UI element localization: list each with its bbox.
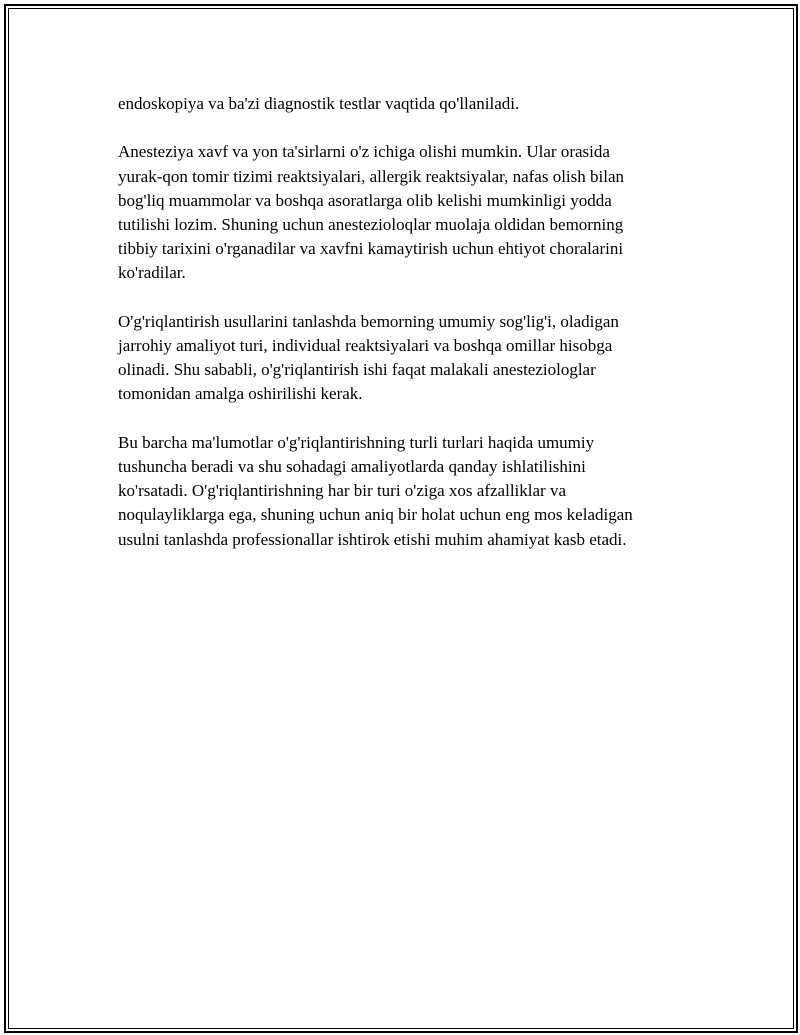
- paragraph-2: Anesteziya xavf va yon ta'sirlarni o'z ichiga olishi mumkin. Ular orasida yurak-qon tomir tizimi reaktsiyalari, allergik reaktsiyalar, nafas olish bilan bog'liq muammolar va boshqa asoratlarga olib kelishi mumkinligi yodda tutilishi lozim. Shuning uchun anestezioloqlar muolaja oldidan bemorning tibbiy tarixini o'rganadilar va xavfni kamaytirish uchun ehtiyot choralarini ko'radilar.: [118, 142, 625, 283]
- paragraph-3: O'g'riqlantirish usullarini tanlashda bemorning umumiy sog'lig'i, oladigan jarrohiy amaliyot turi, individual reaktsiyalari va boshqa omillar hisobga olinadi. Shu sababli, o'g'riqlantirish ishi faqat malakali anesteziologlar tomonidan amalga oshirilishi kerak.: [118, 311, 619, 404]
- document-body: [118, 92, 688, 576]
- paragraph-1: endoskopiya va ba'zi diagnostik testlar vaqtida qo'llaniladi.: [118, 94, 520, 113]
- paragraph-4: Bu barcha ma'lumotlar o'g'riqlantirishning turli turlari haqida umumiy tushuncha beradi va shu sohadagi amaliyotlarda qanday ishlatilishini ko'rsatadi. O'g'riqlantirishning har bir turi o'ziga xos afzalliklar va noqulayliklarga ega, shuning uchun aniq bir holat uchun eng mos keladigan usulni tanlashda professionallar ishtirok etishi muhim ahamiyat kasb etadi.: [118, 432, 633, 549]
